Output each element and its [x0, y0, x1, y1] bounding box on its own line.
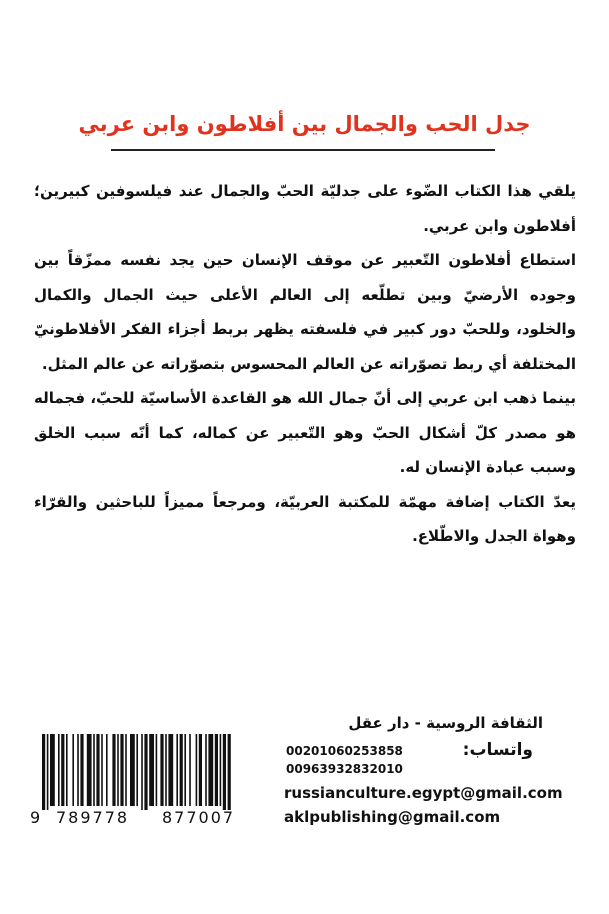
barcode-bars	[30, 730, 268, 810]
description-paragraph-4: يعدّ الكتاب إضافة مهمّة للمكتبة العربيّة، ومرجعاً مميزاً للباحثين والقرّاء وهواة الجدل والاطّلاع.	[34, 492, 576, 545]
barcode-bar	[58, 734, 60, 806]
barcode-bar	[149, 734, 154, 806]
barcode-bar	[130, 734, 135, 806]
barcode-bar	[141, 734, 143, 810]
barcode-bar	[47, 734, 49, 810]
barcode-bar	[77, 734, 79, 806]
title-underline	[111, 149, 495, 151]
book-title: جدل الحب والجمال بين أفلاطون وابن عربي	[78, 112, 531, 136]
barcode-bar	[144, 734, 147, 810]
book-description	[34, 174, 576, 554]
barcode-bar	[125, 734, 127, 806]
barcode-bar	[42, 734, 45, 810]
barcode-bar	[80, 734, 83, 806]
barcode-bar	[228, 734, 231, 810]
isbn-group-2: 877007	[162, 808, 236, 827]
description-paragraph-2: استطاع أفلاطون التّعبير عن موقف الإنسان حين يجد نفسه ممزّقاً بين وجوده الأرضيّ وبين تطلّعه إلى العالم الأعلى حيث الجمال والكمال والخلود، وللحبّ دور كبير في فلسفته يظهر بربط أجزاء الفكر الأفلاطونيّ المختلفة أي ربط تصوّراته عن العالم المحسوس بتصوّراته عن عالم المثل.	[34, 251, 576, 373]
barcode-bar	[87, 734, 92, 806]
barcode-bar	[184, 734, 186, 806]
barcode-bar	[223, 734, 226, 810]
barcode-bar	[72, 734, 74, 806]
barcode-bar	[160, 734, 163, 806]
barcode-bar	[196, 734, 198, 806]
description-paragraph-1: يلقي هذا الكتاب الضّوء على جدليّة الحبّ والجمال عند فيلسوفين كبيرين؛ أفلاطون وابن عربي.	[34, 182, 576, 235]
email-address-2[interactable]: aklpublishing@gmail.com	[284, 808, 501, 826]
isbn-prefix: 9	[30, 808, 41, 827]
description-paragraph-3: بينما ذهب ابن عربي إلى أنّ جمال الله هو القاعدة الأساسيّة للحبّ، فجماله هو مصدر كلّ أشكال الحبّ وهو التّعبير عن كماله، كما أنّه سبب الخلق وسبب عبادة الإنسان له.	[34, 389, 576, 476]
barcode-bar	[136, 734, 138, 806]
barcode-bar	[208, 734, 213, 806]
barcode-bar	[215, 734, 218, 806]
barcode-bar	[66, 734, 68, 806]
barcode-bar	[180, 734, 183, 806]
barcode-bar	[50, 734, 55, 806]
barcode-bar	[165, 734, 167, 806]
barcode-bar	[106, 734, 108, 806]
barcode-bar	[199, 734, 202, 806]
barcode-bar	[205, 734, 207, 806]
barcode-bar	[220, 734, 222, 806]
barcode-bar	[112, 734, 115, 806]
barcode-bar	[101, 734, 103, 806]
barcode-bar	[176, 734, 178, 806]
barcode-bar	[156, 734, 158, 806]
publisher-name: الثقافة الروسية - دار عقل	[348, 714, 543, 732]
whatsapp-label: واتساب:	[462, 740, 533, 760]
barcode-bar	[120, 734, 123, 806]
email-address-1[interactable]: russianculture.egypt@gmail.com	[284, 784, 563, 802]
phone-number-1: 00201060253858	[286, 744, 403, 758]
barcode-bar	[93, 734, 95, 806]
barcode-bar	[117, 734, 119, 806]
barcode-bar	[61, 734, 64, 806]
barcode-bar	[168, 734, 173, 806]
isbn-group-1: 789778	[56, 808, 130, 827]
barcode-bar	[96, 734, 99, 806]
phone-number-2: 00963932832010	[286, 762, 403, 776]
barcode-bar	[189, 734, 191, 806]
